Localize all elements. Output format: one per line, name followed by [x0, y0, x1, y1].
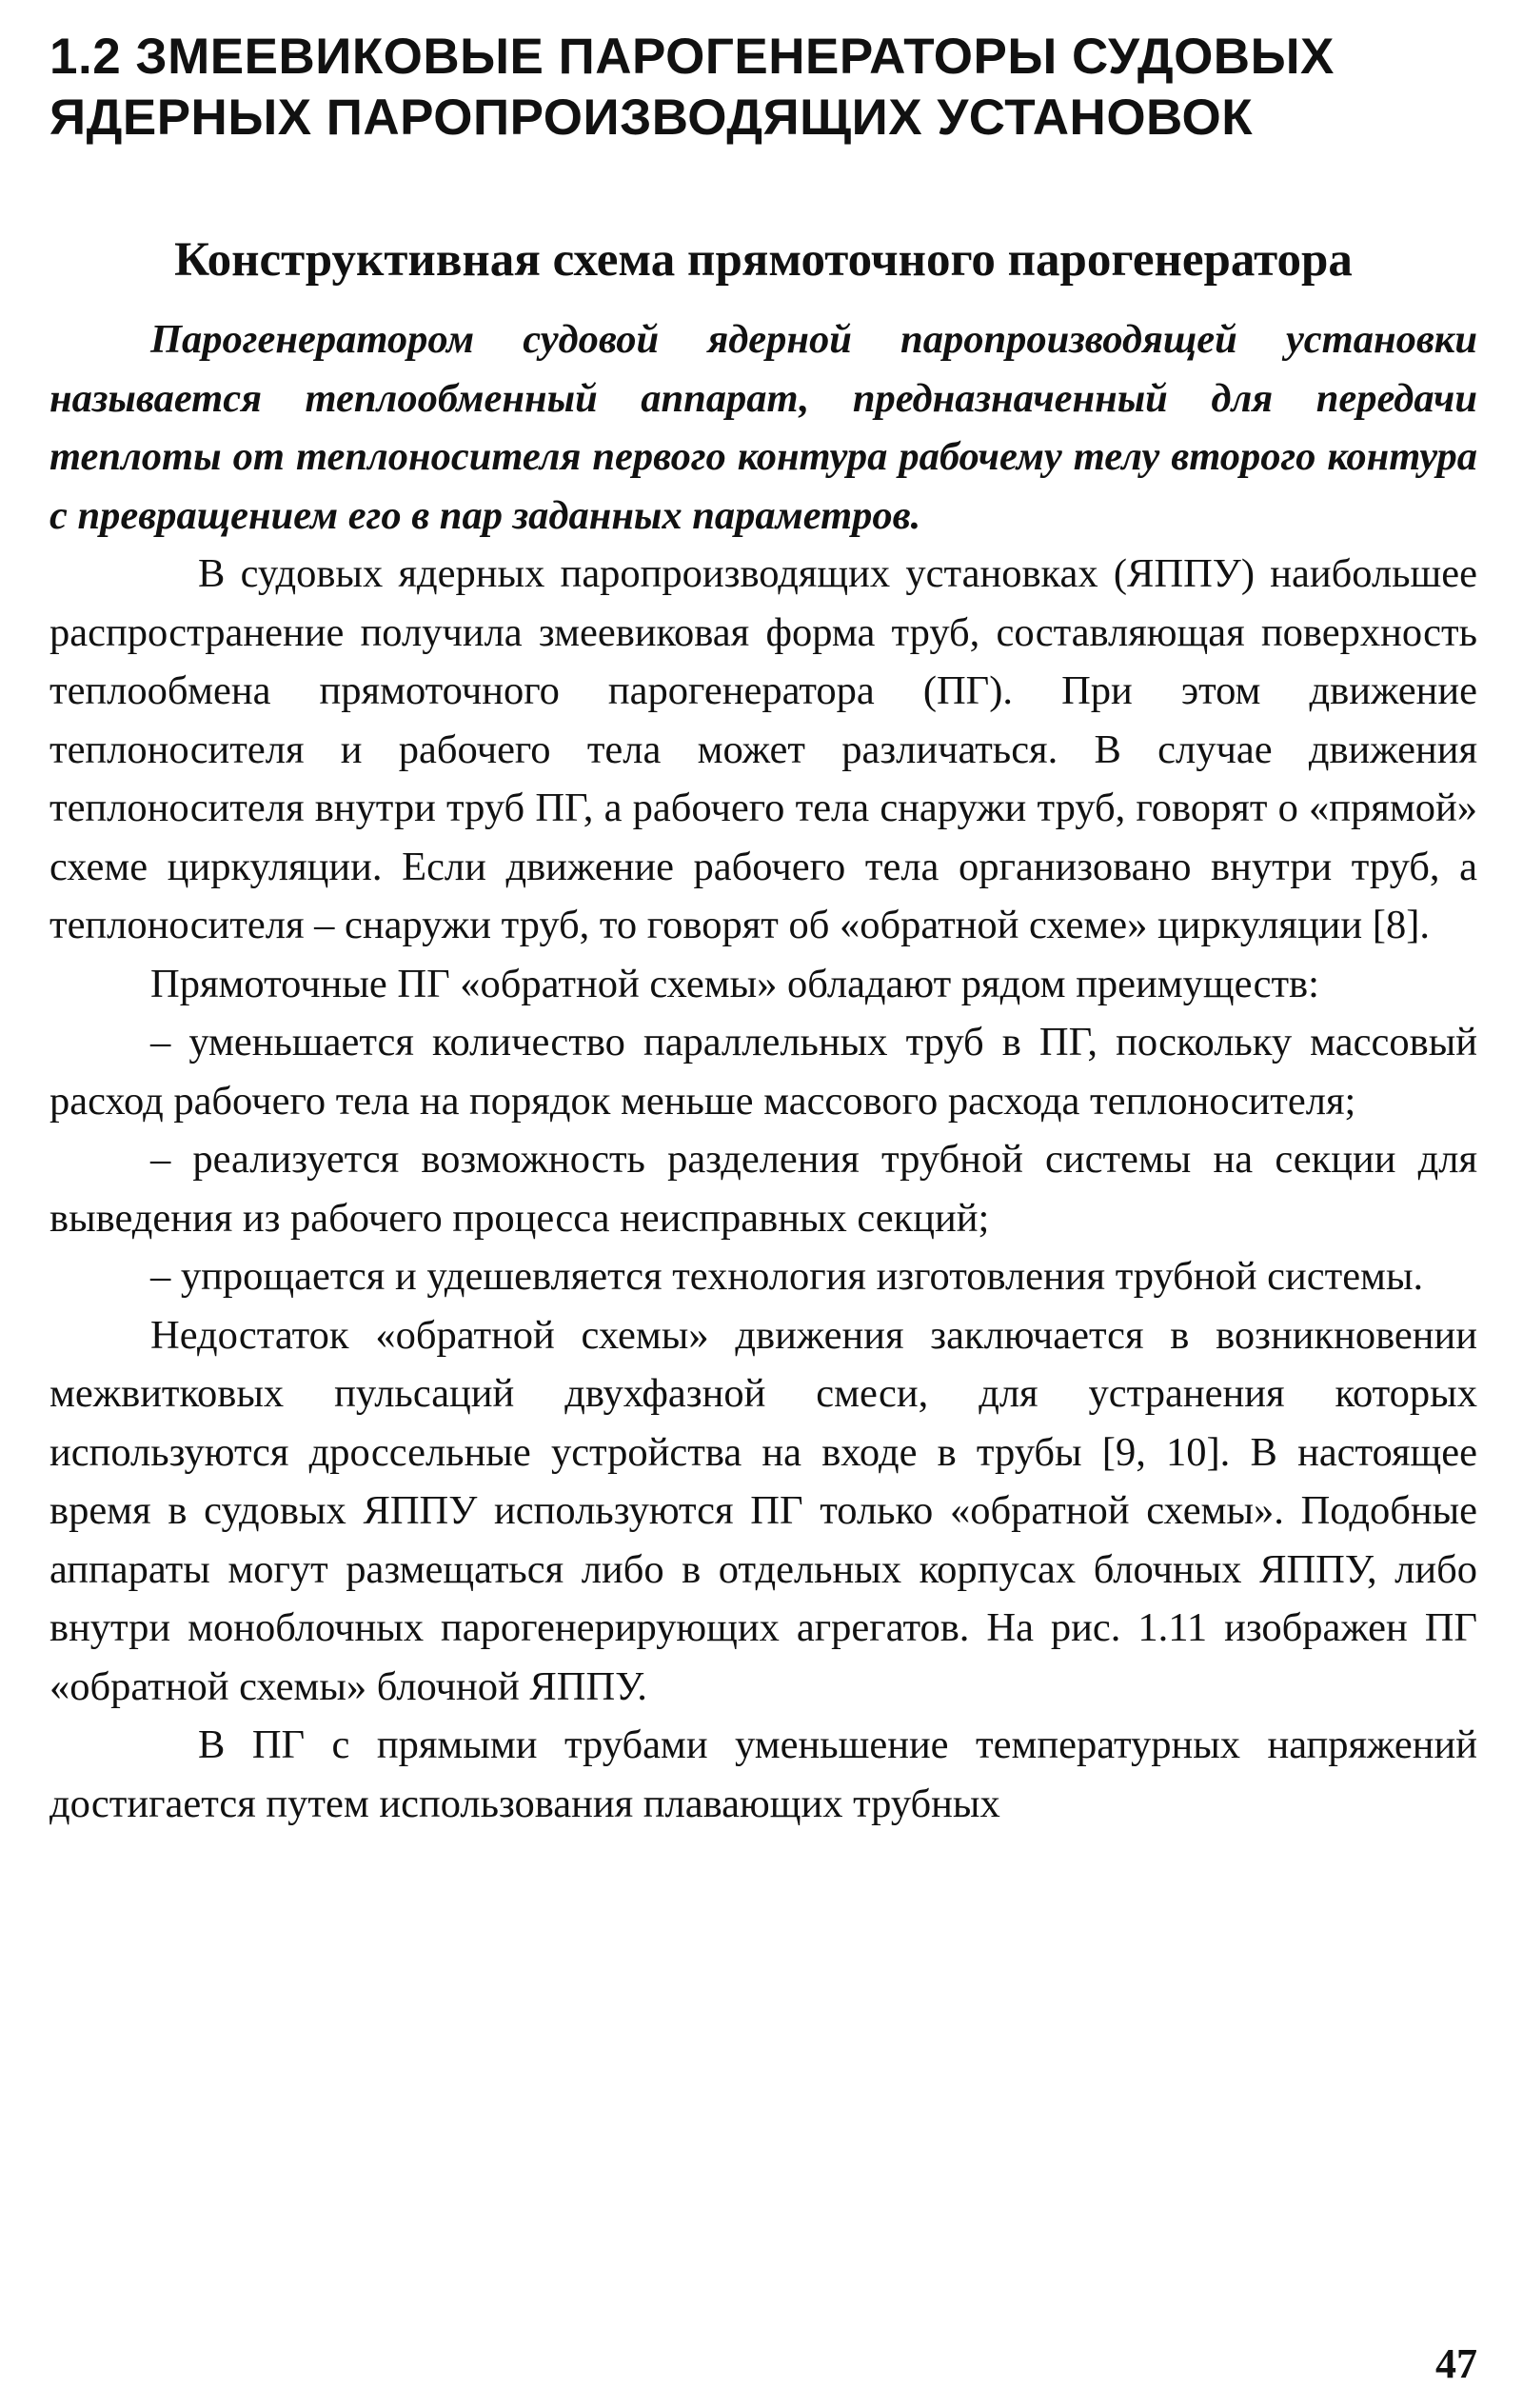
- subsection-title: Конструктивная схема прямоточного парогенератора: [174, 233, 1353, 287]
- body-paragraph: В ПГ с прямыми трубами уменьшение температурных напряжений достигается путем использования плавающих трубных: [49, 1722, 1477, 1826]
- body-paragraph: В судовых ядерных паропроизводящих установках (ЯППУ) наибольшее распространение получила змеевиковая форма труб, составляющая поверхность теплообмена прямоточного парогенератора (ПГ). При этом движение теплоносителя и рабочего тела может различаться. В случае движения теплоносителя внутри труб ПГ, а рабочего тела снаружи труб, говорят о «прямой» схеме циркуляции. Если движение рабочего тела организовано внутри труб, а теплоносителя – снаружи труб, то говорят об «обратной схеме» циркуляции [8].: [49, 551, 1477, 947]
- list-item: – упрощается и удешевляется технология изготовления трубной системы.: [150, 1254, 1424, 1299]
- list-item: – уменьшается количество параллельных труб в ПГ, поскольку массовый расход рабочего тела на порядок меньше массового расхода теплоносителя;: [49, 1020, 1477, 1124]
- list-item: – реализуется возможность разделения трубной системы на секции для выведения из рабочего процесса неисправных секций;: [49, 1137, 1477, 1241]
- body-paragraph: Прямоточные ПГ «обратной схемы» обладают рядом преимуществ:: [150, 961, 1319, 1006]
- book-page: [49, 27, 1477, 2388]
- section-title: 1.2 ЗМЕЕВИКОВЫЕ ПАРОГЕНЕРАТОРЫ СУДОВЫХ ЯДЕРНЫХ ПАРОПРОИЗВОДЯЩИХ УСТАНОВОК: [49, 29, 1335, 146]
- body-paragraph: Недостаток «обратной схемы» движения заключается в возникновении межвитковых пульсаций двухфазной смеси, для устранения которых используются дроссельные устройства на входе в трубы [9, 10]. В настоящее время в судовых ЯППУ используются ПГ только «обратной схемы». Подобные аппараты могут размещаться либо в отдельных корпусах блочных ЯППУ, либо внутри моноблочных парогенерирующих агрегатов. На рис. 1.11 изображен ПГ «обратной схемы» блочной ЯППУ.: [49, 1312, 1477, 1709]
- definition-paragraph: Парогенератором судовой ядерной паропроизводящей установки называется теплообменный аппарат, предназначенный для передачи теплоты от теплоносителя первого контура рабочему телу второго контура с превращением его в пар заданных параметров.: [49, 317, 1477, 538]
- page-number: 47: [1435, 2340, 1477, 2387]
